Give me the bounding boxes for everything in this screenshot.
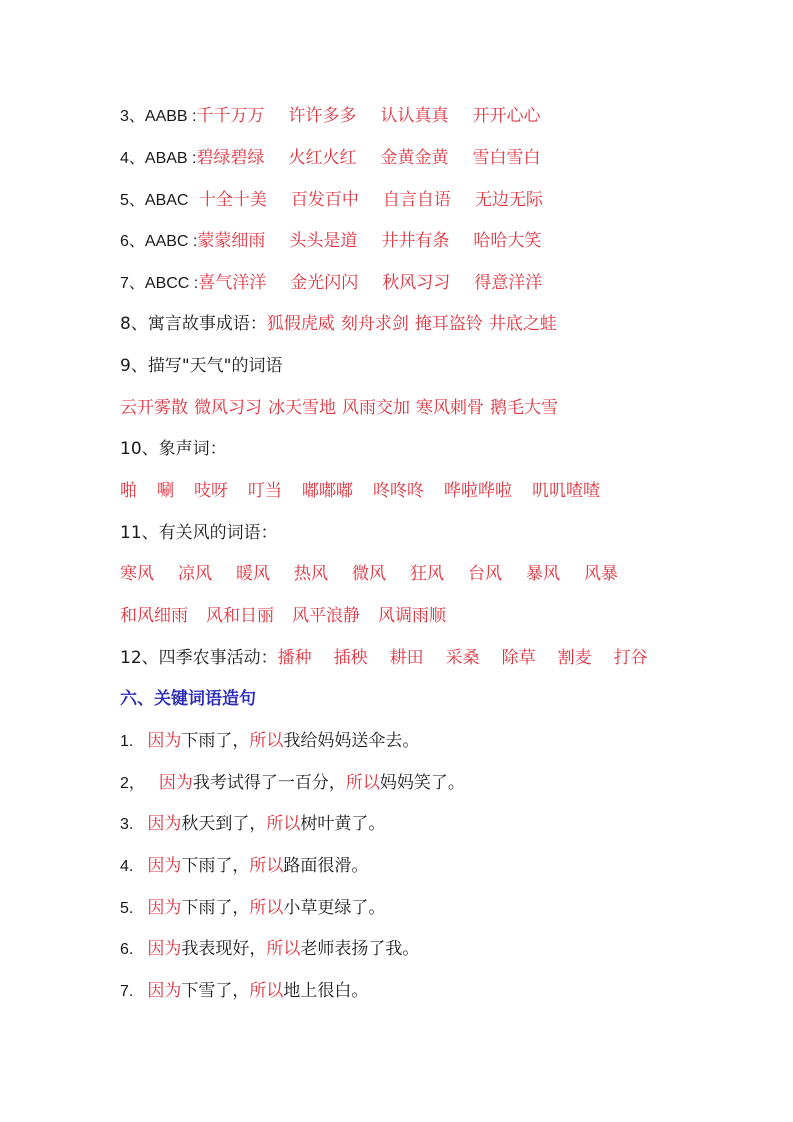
clause: 小草更绿了。	[283, 898, 386, 918]
word: 得意洋洋	[474, 273, 543, 293]
sentence-item	[120, 979, 368, 1003]
word: 播种	[277, 648, 312, 668]
sentence-number: 3.	[120, 816, 134, 833]
keyword-because: 因为	[147, 898, 182, 918]
line-abcc	[120, 271, 542, 295]
word: 金黄金黄	[380, 148, 449, 168]
clause: 下雨了，	[181, 898, 250, 918]
sentence-number: 4.	[120, 858, 134, 875]
word: 台风	[468, 564, 502, 584]
word: 自言自语	[382, 190, 451, 210]
sentence-number: 7.	[120, 983, 134, 1000]
line-aabb	[120, 104, 540, 128]
clause: 我给妈妈送伞去。	[283, 731, 420, 751]
keyword-so: 所以	[266, 814, 301, 834]
word: 热风	[294, 564, 328, 584]
sentence-number: 5.	[120, 900, 134, 917]
clause: 妈妈笑了。	[379, 773, 465, 793]
keyword-because: 因为	[158, 773, 193, 793]
sentence-item	[120, 812, 385, 836]
clause: 我表现好，	[181, 939, 267, 959]
word: 微风习习	[194, 398, 262, 418]
line-label: 11、有关风的词语：	[120, 523, 278, 543]
line-label: 12、四季农事活动：	[120, 648, 278, 668]
keyword-because: 因为	[147, 814, 182, 834]
word: 打谷	[613, 648, 648, 668]
clause: 路面很滑。	[283, 856, 369, 876]
word: 狐假虎威	[266, 314, 335, 334]
clause: 树叶黄了。	[300, 814, 386, 834]
clause: 下雨了，	[181, 731, 250, 751]
keyword-so: 所以	[345, 773, 380, 793]
word: 千千万万	[196, 106, 265, 126]
line-label: 4、ABAB :	[120, 150, 197, 167]
line-fable-idioms	[120, 312, 557, 336]
keyword-so: 所以	[249, 731, 284, 751]
line-label: 10、象声词：	[120, 439, 227, 459]
sentence-item	[120, 896, 385, 920]
word: 插秧	[333, 648, 368, 668]
line-wind-idioms	[120, 604, 446, 628]
line-abab	[120, 146, 540, 170]
line-label: 7、ABCC :	[120, 275, 199, 292]
line-weather-words	[120, 396, 558, 420]
word: 割麦	[557, 648, 592, 668]
keyword-so: 所以	[266, 939, 301, 959]
word: 哗啦哗啦	[444, 481, 512, 501]
word: 无边无际	[474, 190, 543, 210]
sentence-number: 1.	[120, 733, 134, 750]
word: 咚咚咚	[373, 481, 424, 501]
line-weather-heading	[120, 354, 282, 378]
word: 暴风	[526, 564, 560, 584]
line-onomatopoeia-words	[120, 479, 600, 503]
clause: 地上很白。	[283, 981, 369, 1001]
word: 掩耳盗铃	[414, 314, 483, 334]
word: 鹅毛大雪	[490, 398, 558, 418]
word: 寒风刺骨	[416, 398, 484, 418]
line-label: 9、描写"天气"的词语	[120, 356, 283, 376]
keyword-because: 因为	[147, 856, 182, 876]
keyword-because: 因为	[147, 731, 182, 751]
keyword-so: 所以	[249, 898, 284, 918]
line-label: 3、AABB :	[120, 108, 197, 125]
line-farm-activities	[120, 646, 648, 670]
clause: 秋天到了，	[181, 814, 267, 834]
word: 吱呀	[194, 481, 228, 501]
sentence-item	[120, 771, 465, 795]
keyword-because: 因为	[147, 981, 182, 1001]
clause: 老师表扬了我。	[300, 939, 420, 959]
line-wind-heading	[120, 521, 278, 545]
sentence-item	[120, 937, 419, 961]
word: 雪白雪白	[472, 148, 541, 168]
section-heading: 六、关键词语造句	[120, 689, 256, 709]
keyword-so: 所以	[249, 981, 284, 1001]
word: 秋风习习	[382, 273, 451, 293]
line-abac	[120, 188, 543, 212]
word: 凉风	[178, 564, 212, 584]
word: 嘟嘟嘟	[302, 481, 353, 501]
word: 井井有条	[381, 231, 450, 251]
sentence-number: 2，	[120, 775, 145, 792]
word: 刻舟求剑	[340, 314, 409, 334]
word: 啪	[120, 481, 137, 501]
word: 除草	[501, 648, 536, 668]
word: 耕田	[389, 648, 424, 668]
clause: 下雪了，	[181, 981, 250, 1001]
word: 开开心心	[472, 106, 541, 126]
line-label: 6、AABC :	[120, 233, 198, 250]
word: 风暴	[584, 564, 618, 584]
line-onomatopoeia-heading	[120, 437, 227, 461]
word: 寒风	[120, 564, 154, 584]
word: 认认真真	[380, 106, 449, 126]
word: 云开雾散	[120, 398, 188, 418]
word: 风雨交加	[342, 398, 410, 418]
word: 百发百中	[290, 190, 359, 210]
word: 头头是道	[289, 231, 358, 251]
word: 碧绿碧绿	[196, 148, 265, 168]
word: 狂风	[410, 564, 444, 584]
line-wind-words	[120, 562, 618, 586]
word: 风调雨顺	[378, 606, 446, 626]
word: 微风	[352, 564, 386, 584]
word: 唰	[157, 481, 174, 501]
clause: 我考试得了一百分，	[192, 773, 346, 793]
word: 和风细雨	[120, 606, 188, 626]
word: 喜气洋洋	[198, 273, 267, 293]
line-label: 5、ABAC	[120, 192, 193, 209]
sentence-item	[120, 729, 419, 753]
word: 采桑	[445, 648, 480, 668]
word: 风和日丽	[206, 606, 274, 626]
clause: 下雨了，	[181, 856, 250, 876]
sentence-number: 6.	[120, 941, 134, 958]
word: 风平浪静	[292, 606, 360, 626]
word: 冰天雪地	[268, 398, 336, 418]
line-label: 8、寓言故事成语：	[120, 314, 267, 334]
word: 许许多多	[288, 106, 357, 126]
word: 蒙蒙细雨	[197, 231, 266, 251]
keyword-because: 因为	[147, 939, 182, 959]
word: 金光闪闪	[290, 273, 359, 293]
word: 叽叽喳喳	[532, 481, 600, 501]
keyword-so: 所以	[249, 856, 284, 876]
word: 暖风	[236, 564, 270, 584]
line-aabc	[120, 229, 541, 253]
word: 火红火红	[288, 148, 357, 168]
word: 哈哈大笑	[473, 231, 542, 251]
word: 井底之蛙	[488, 314, 557, 334]
word: 叮当	[248, 481, 282, 501]
word: 十全十美	[198, 190, 267, 210]
sentence-item	[120, 854, 368, 878]
